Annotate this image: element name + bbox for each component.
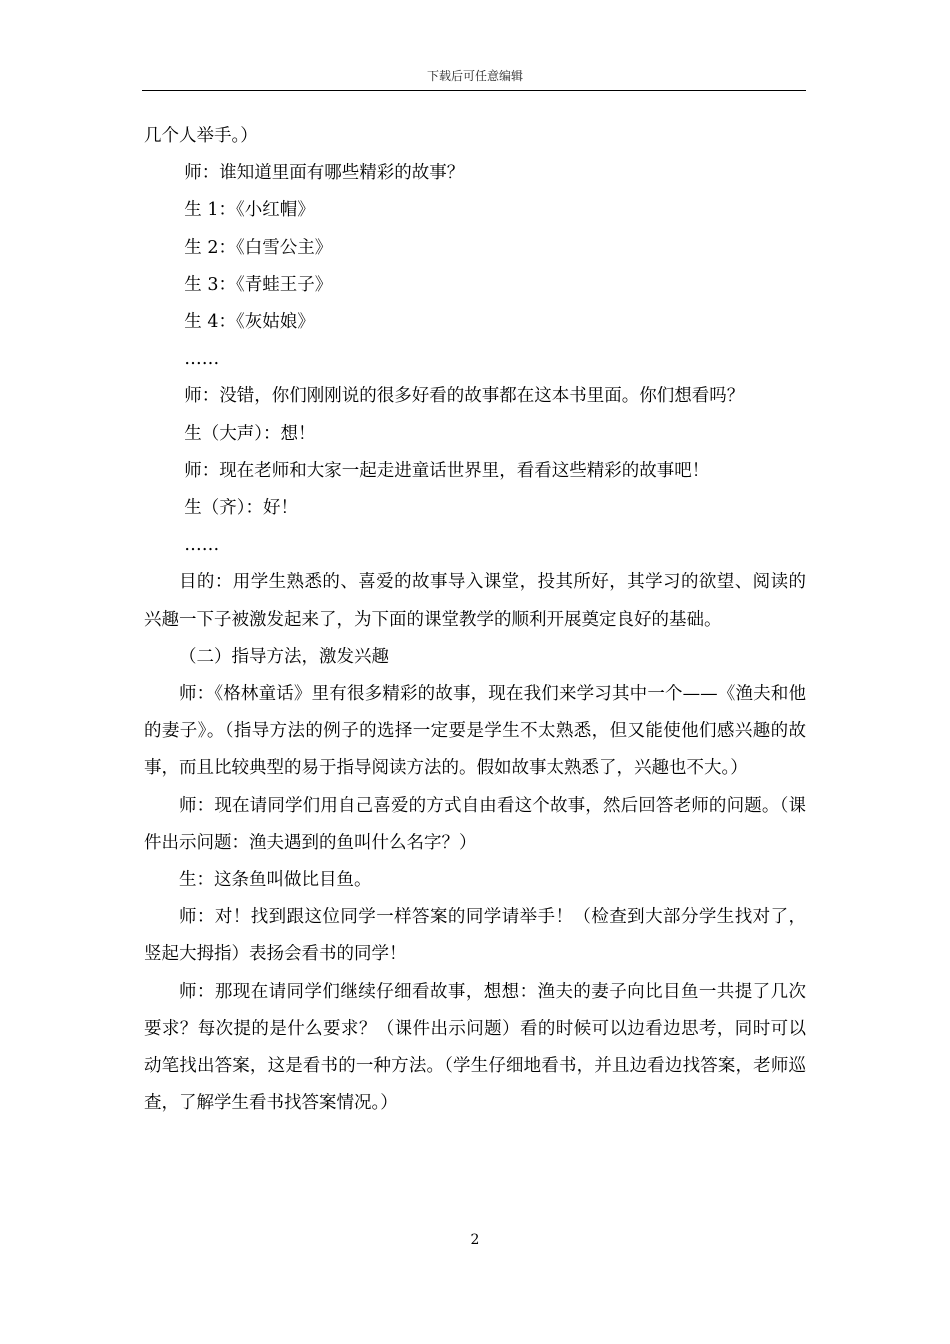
paragraph: 师：没错，你们刚刚说的很多好看的故事都在这本书里面。你们想看吗？ [184, 386, 745, 407]
paragraph: 生（齐）：好！ [184, 498, 298, 519]
page-number: 2 [470, 1232, 480, 1248]
paragraph: …… [184, 349, 220, 370]
paragraph: 生 1：《小红帽》 [184, 200, 315, 221]
paragraph: 生（大声）：想！ [184, 423, 316, 444]
paragraph: 几个人举手。） [144, 126, 258, 146]
paragraph: 生 2：《白雪公主》 [184, 237, 333, 258]
header-divider [142, 90, 806, 91]
page-header: 下载后可任意编辑 [426, 69, 523, 83]
paragraph: 师：《格林童话》里有很多精彩的故事，现在我们来学习其中一个——《渔夫和他的妻子》。（指导方法的例子的选择一定要是学生不太熟悉，但又能使他们感兴趣的故事，而且比较典型的易于指导阅读方法的。假如故事太熟悉了，兴趣也不大。） [144, 684, 806, 779]
paragraph: 师：现在老师和大家一起走进童话世界里，看看这些精彩的故事吧！ [184, 460, 710, 481]
document-body [144, 118, 806, 1122]
paragraph: 师：现在请同学们用自己喜爱的方式自由看这个故事，然后回答老师的问题。（课件出示问题：渔夫遇到的鱼叫什么名字？） [144, 795, 806, 853]
paragraph: 生 4：《灰姑娘》 [184, 312, 315, 333]
paragraph: 目的：用学生熟悉的、喜爱的故事导入课堂，投其所好，其学习的欲望、阅读的兴趣一下子被激发起来了，为下面的课堂教学的顺利开展奠定良好的基础。 [144, 572, 806, 630]
paragraph: 师：对！找到跟这位同学一样答案的同学请举手！（检查到大部分学生找对了，竖起大拇指）表扬会看书的同学！ [144, 907, 806, 965]
paragraph: 生：这条鱼叫做比目鱼。 [179, 870, 372, 891]
section-heading: （二）指导方法，激发兴趣 [179, 646, 389, 667]
paragraph: …… [184, 535, 220, 556]
paragraph: 师：谁知道里面有哪些精彩的故事？ [184, 163, 465, 184]
paragraph: 生 3：《青蛙王子》 [184, 274, 333, 295]
paragraph: 师：那现在请同学们继续仔细看故事，想想：渔夫的妻子向比目鱼一共提了几次要求？每次提的是什么要求？（课件出示问题）看的时候可以边看边思考，同时可以动笔找出答案，这是看书的一种方法。（学生仔细地看书，并且边看边找答案，老师巡查，了解学生看书找答案情况。） [144, 981, 806, 1114]
